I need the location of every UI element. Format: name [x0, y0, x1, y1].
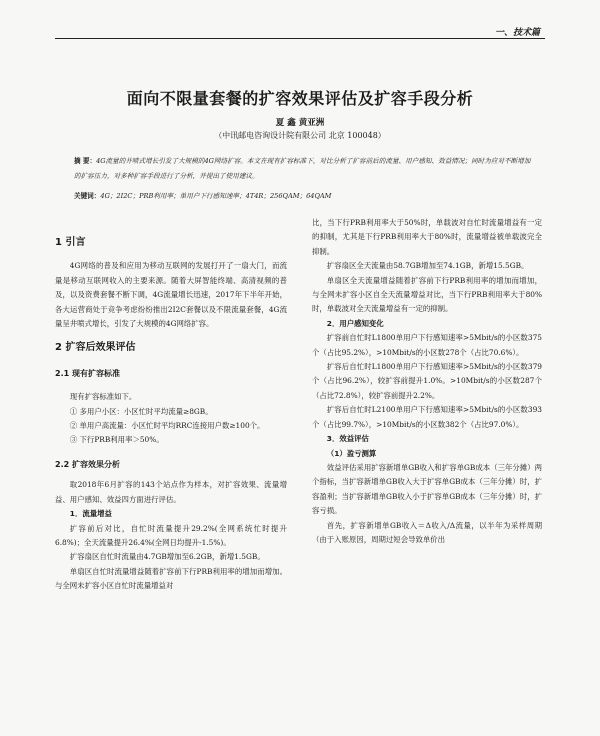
- abstract-text: 4G流量的井喷式增长引发了大规模的4G网络扩容。本文在现有扩容标准下，对比分析了扩容前后的流量、用户感知、效益情况；同时为应对不断增加的扩容压力，对多种扩容手段进行了分析，并提出了使用建议。: [74, 157, 531, 180]
- list-item: ② 单用户高流量：小区忙时平均RRC连接用户数≥100个。: [69, 421, 265, 431]
- keywords-text: 4G；2I2C；PRB利用率；单用户下行感知速率；4T4R；256QAM；64QAM: [100, 192, 332, 200]
- paragraph: 4G网络的普及和应用为移动互联网的发展打开了一扇大门，而流量是移动互联网收入的主要来源。随着大屏智能终端、高清视频的普及，以及资费套餐不断下调，4G流量增长迅速，2017年下半年开始，各大运营商处于竞争考虑纷纷推出2I2C套餐以及不限流量套餐，4G流量呈井喷式增长，引发了大规模的4G网络扩容。: [55, 261, 287, 329]
- subsection-heading: 2.2 扩容效果分析: [55, 459, 120, 469]
- paragraph: 扩容扇区全天流量由58.7GB增加至74.1GB，新增15.5GB。: [326, 261, 529, 271]
- section-heading: 1 引言: [55, 237, 86, 248]
- section-heading: 2 扩容后效果评估: [55, 342, 136, 354]
- subsubsection-heading: 1．流量增益: [69, 509, 112, 519]
- paragraph: 扩容前自忙时L1800单用户下行感知速率>5Mbit/s的小区数375个（占比95.2%），>10Mbit/s的小区数278个（占比70.6%）。: [312, 333, 542, 357]
- list-item: ① 多用户小区：小区忙时平均流量≥8GB。: [69, 406, 213, 416]
- paragraph: 取2018年6月扩容的143个站点作为样本，对扩容效果、流量增益、用户感知、效益四方面进行评估。: [55, 480, 287, 504]
- subsubsection-heading: 2．用户感知变化: [326, 318, 384, 328]
- paragraph: 扩容后自忙时L2100单用户下行感知速率>5Mbit/s的小区数393个（占比99.7%），>10Mbit/s的小区数382个（占比97.0%）。: [312, 405, 542, 429]
- left-column: [55, 236, 287, 594]
- paragraph: 效益评估采用扩容新增单GB收入和扩容单GB成本（三年分摊）两个指标，当扩容新增单GB收入大于扩容单GB成本（三年分摊）时，扩容盈利；当扩容新增单GB收入小于扩容单GB成本（三年分摊）时，扩容亏损。: [312, 462, 542, 516]
- paper-title: 面向不限量套餐的扩容效果评估及扩容手段分析: [126, 89, 474, 108]
- paragraph: 首先，扩容新增单GB收入＝Δ收入/Δ流量，以半年为采样周期（由于入账原因，周期过短会导致单价出: [312, 520, 542, 544]
- paragraph: 单扇区全天流量增益随着扩容前下行PRB利用率的增加而增加，与全网未扩容小区自全天流量增益对比，当下行PRB利用率大于80%时，单载波对全天流量增益有一定的抑制。: [312, 275, 542, 314]
- running-header: 一、技术篇: [494, 28, 540, 38]
- subsection-heading: 2.1 现有扩容标准: [55, 368, 120, 378]
- authors: 夏 鑫 黄亚洲: [275, 118, 325, 128]
- paragraph: 现有扩容标准如下。: [69, 392, 137, 402]
- abstract-label: 摘 要：: [74, 157, 97, 165]
- right-column: [312, 216, 542, 547]
- paragraph: 比，当下行PRB利用率大于50%时，单载波对自忙时流量增益有一定的抑制，尤其是下行PRB利用率大于80%时，流量增益被单载波完全抑制。: [312, 218, 542, 256]
- abstract: [74, 154, 534, 184]
- keywords: [74, 190, 534, 200]
- keywords-label: 关键词：: [74, 192, 101, 200]
- list-item: ③ 下行PRB利用率＞50%。: [69, 435, 164, 445]
- subsubsection-heading: 3．效益评估: [326, 434, 369, 444]
- header-rule: [55, 38, 545, 39]
- subsubsection-heading: （1）盈亏测算: [326, 448, 377, 458]
- paragraph: 扩容扇区自忙时流量由4.7GB增加至6.2GB，新增1.5GB。: [69, 552, 265, 562]
- paragraph: 扩容后自忙时L1800单用户下行感知速率>5Mbit/s的小区数379个（占比96.2%），较扩容前提升1.0%。>10Mbit/s的小区数287个（占比72.8%），较扩容前提升2.2%。: [312, 362, 542, 400]
- paragraph: 扩容前后对比，自忙时流量提升29.2%(全网系统忙时提升6.8%)；全天流量提升26.4%(全网日均提升-1.5%)。: [55, 523, 287, 547]
- affiliation: （中讯邮电咨询设计院有限公司 北京 100048）: [214, 131, 386, 140]
- paragraph: 单扇区自忙时流量增益随着扩容前下行PRB利用率的增加而增加。与全网未扩容小区自忙时流量增益对: [55, 566, 287, 591]
